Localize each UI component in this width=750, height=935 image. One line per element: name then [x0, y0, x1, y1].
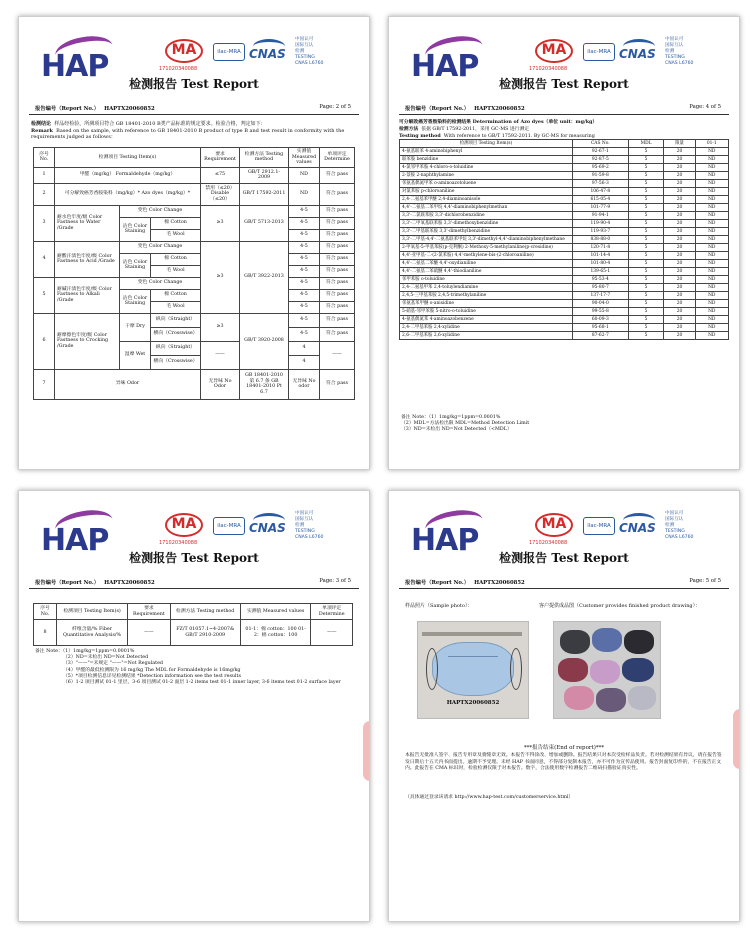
- azo-cell: 92-67-1: [573, 148, 629, 156]
- cma-number: 171020340088: [529, 66, 568, 72]
- azo-cell: 20: [664, 212, 695, 220]
- table-row: 6 耐摩擦色牢度/级 Color Fastness to Crocking /Grade 干摩 Dry 纵向（Straight） ≥3 GB/T 3920-2008 4-5 符合 pass: [34, 313, 355, 327]
- report-title: 检测报告 Test Report: [499, 551, 629, 565]
- results-table: 序号 No. 检测项目 Testing Item(s) 要求 Requirement 检测方法 Testing method 实测值 Measured values 单项评定 Determine 1 甲醛（mg/kg） Formaldehyde（mg/kg） ≤75 GB/T 2912.1-2009 ND 符合 pass 2 可分解致癌芳香胺染料（mg/kg）* Azo dyes（mg/kg）* 禁用（≤20） Disable （≤20） GB/T 17592-2011 ND 符合 pass 3 耐水色牢度/级 Color Fastness to Water /Grade 变色 Color Change ≥3 GB/T 5713-2013 4-5 符合 pass 沾色 Color Staining 棉 Cotton 4-5 符合 pass 毛 Wool 4-5 符合 pass 4 耐酸汗渍色牢度/级 Color Fastness to Acid /Grade 变色 Color Change ≥3 GB/T 3922-2013 4-5 符合 pass 沾色 Color Staining 棉 Cotton 4-5 符合 pass 毛 Wool 4-5 符合 pass 5 耐碱汗渍色牢度/级 Color Fastness to Alkali /Grade 变色 Color Change 4-5 符合 pass 沾色 Color Staining 棉 Cotton 4-5 符合 pass 毛 Wool 4-5 符合 pass 6 耐摩擦色牢度/级 Color Fastness to Crocking /Grade 干摩 Dry 纵向（Straight） ≥3 GB/T 3920-2008 4-5 符合 pass 横向（Crosswise） 4-5 符合 pass 湿摩 Wet 纵向（Straight） —— 4 —— 横向（Crosswise） 4 7 异味 Odor 无异味 No Odor GB 18401-2010 第 6.7 条 GB 18401-2010 Pt 6.7 无异味 No odor 符合 pass: [33, 147, 355, 400]
- azo-cell: ND: [695, 268, 728, 276]
- azo-cell: ND: [695, 228, 728, 236]
- azo-cell: 95-53-4: [573, 276, 629, 284]
- azo-item: 4-氨基联苯 4-aminobiphenyl: [400, 148, 573, 156]
- azo-item: 邻氨基苯甲醚 o-anisidine: [400, 300, 573, 308]
- report-meta: 报告编号（Report No.） HAPTX20060852 Page: 2 of 5: [29, 101, 359, 115]
- azo-cell: 20: [664, 236, 695, 244]
- azo-cell: 5: [628, 324, 664, 332]
- azo-cell: 5: [628, 284, 664, 292]
- report-page-3: [18, 490, 370, 922]
- azo-item: 2,4-二氨基苯甲醚 2,4-diaminoanisole: [400, 196, 573, 204]
- table-row: [400, 276, 729, 284]
- table-row: [400, 292, 729, 300]
- azo-cell: 20: [664, 308, 695, 316]
- report-meta: 报告编号（Report No.） HAPTX20060852 Page: 5 of 5: [399, 575, 729, 589]
- table-row: 7 异味 Odor 无异味 No Odor GB 18401-2010 第 6.7 条 GB 18401-2010 Pt 6.7 无异味 No odor 符合 pass: [34, 369, 355, 399]
- azo-cell: 60-09-3: [573, 316, 629, 324]
- azo-cell: 101-14-4: [573, 252, 629, 260]
- sample-photo: [417, 621, 529, 719]
- azo-cell: 20: [664, 268, 695, 276]
- azo-cell: ND: [695, 148, 728, 156]
- table-row: 2 可分解致癌芳香胺染料（mg/kg）* Azo dyes（mg/kg）* 禁用（≤20） Disable （≤20） GB/T 17592-2011 ND 符合 pass: [34, 183, 355, 205]
- azo-cell: ND: [695, 220, 728, 228]
- azo-cell: 95-69-2: [573, 164, 629, 172]
- table-row: [400, 196, 729, 204]
- page-number: Page: 5 of 5: [689, 578, 721, 584]
- azo-cell: 95-80-7: [573, 284, 629, 292]
- azo-item: 3,3'-二甲氧基联苯胺 3,3'-dimethoxybenzidine: [400, 220, 573, 228]
- azo-cell: ND: [695, 188, 728, 196]
- sample-photo-label: 样品照片（Sample photo）：: [405, 603, 473, 609]
- azo-cell: 5: [628, 196, 664, 204]
- cma-logo: MA: [535, 39, 573, 63]
- ilac-mra-logo: ilac-MRA: [583, 517, 615, 535]
- report-header: [19, 17, 369, 91]
- report-page-4: [388, 16, 740, 470]
- accreditation-text: 中国认可 国际互认 检测 TESTING CNAS L6760: [295, 37, 324, 66]
- hap-logo: HAP: [411, 511, 499, 553]
- accreditation-text: 中国认可 国际互认 检测 TESTING CNAS L6760: [665, 511, 694, 540]
- azo-cell: 5: [628, 236, 664, 244]
- azo-item: 5-硝基-邻甲苯胺 5-nitro-o-toluidine: [400, 308, 573, 316]
- azo-item: 2,4-二甲基苯胺 2,4-xylidine: [400, 324, 573, 332]
- azo-cell: 92-87-5: [573, 156, 629, 164]
- table-row: 4 耐酸汗渍色牢度/级 Color Fastness to Acid /Grade 变色 Color Change ≥3 GB/T 3922-2013 4-5 符合 pass: [34, 241, 355, 253]
- azo-cell: 106-47-8: [573, 188, 629, 196]
- seal-stamp: [733, 709, 740, 769]
- azo-item: 3,3'-二甲基-4,4'-二氨基联苯甲烷 3,3'-dimethyl-4,4'-diaminobiphenylmethane: [400, 236, 573, 244]
- table-row: [400, 268, 729, 276]
- azo-cell: 91-94-1: [573, 212, 629, 220]
- table-row: [400, 212, 729, 220]
- azo-cell: 20: [664, 204, 695, 212]
- azo-cell: 20: [664, 244, 695, 252]
- cma-logo: MA: [535, 513, 573, 537]
- table-row: [400, 260, 729, 268]
- azo-cell: 99-55-8: [573, 308, 629, 316]
- azo-cell: 20: [664, 316, 695, 324]
- table-row: [400, 284, 729, 292]
- azo-item: 3,3'-二氯联苯胺 3,3'-dichlorobenzidine: [400, 212, 573, 220]
- azo-cell: 5: [628, 220, 664, 228]
- azo-table: 检测项目 Testing Item(s) CAS No. MDL 限量 01-1 4-氨基联苯 4-aminobiphenyl 92-67-1 5 20 ND 联苯胺 benzidine 92-87-5 5 20 ND 4-氯邻甲苯胺 4-chloro-o-toluidine 95-69-2 5 20 ND 2-萘胺 2-naphthylamine 91-59-8 5 20 ND 邻氨基偶氮甲苯 o-aminoazotoluene 97-56-3 5 20 ND 对氯苯胺 p-chloroaniline 106-47-8 5 20 ND 2,4-二氨基苯甲醚 2,4-diaminoanisole 615-05-4 5 20 ND 4,4'-二氨基二苯甲烷 4,4'-diaminobiphenylmethan 101-77-9 5 20 ND 3,3'-二氯联苯胺 3,3'-dichlorobenzidine 91-94-1 5 20 ND 3,3'-二甲氧基联苯胺 3,3'-dimethoxybenzidine 119-90-4 5 20 ND 3,3'-二甲基联苯胺 3,3'-dimethylbenzidine 119-93-7 5 20 ND 3,3'-二甲基-4,4'-二氨基联苯甲烷 3,3'-dimethyl-4,4'-diaminobiphenylmethane 838-88-0 5 20 ND 2-甲氧基-5-甲基苯胺(p-克利酮) 2-Methoxy-5-methylaniline(p-cresidine) 120-71-8 5 20 ND 4,4'-亚甲基-二-(2-氯苯胺) 4,4'-methylene-bis-(2-chloroaniline) 101-14-4 5 20 ND 4,4'-二氨基二苯醚 4,4'-oxydianiline 101-80-4 5 20 ND 4,4'-二氨基二苯硫醚 4,4'-thiodianiline 139-65-1 5 20 ND 邻甲苯胺 o-toluidine 95-53-4 5 20 ND 2,4-二氨基甲苯 2,4-toluylendiamine 95-80-7 5 20 ND 2,4,5-三甲基苯胺 2,4,5-trimethylaniline 137-17-7 5 20 ND 邻氨基苯甲醚 o-anisidine 90-04-0 5 20 ND 5-硝基-邻甲苯胺 5-nitro-o-toluidine 99-55-8 5 20 ND 4-氨基偶氮苯 4-aminoazobenzene 60-09-3 5 20 ND 2,4-二甲基苯胺 2,4-xylidine 95-68-1 5 20 ND 2,6-二甲基苯胺 2,6-xylidine 87-62-7 5 20 ND: [399, 139, 729, 340]
- report-page-5: [388, 490, 740, 922]
- azo-cell: 101-80-4: [573, 260, 629, 268]
- report-statement: 本报告无批准人签字、报告专用章及骑缝章无效。本报告不得涂改、增加或删除。报告结果只对本次受检样品负责。若对检测结果有异议，请在报告签发日期后十五天内书面提出。逾期不予受理。未经 HAP 书面同意，不得部分复制本报告，亦不可作为宣传品使用。报告封面复印件的，不在报告正文内。此报告在 CMA 标识时，检验检测仅限于对本报告。数字，合法使用数字检测报告二维码扫描验证真实性。: [405, 753, 722, 772]
- azo-cell: 20: [664, 188, 695, 196]
- azo-cell: 5: [628, 308, 664, 316]
- azo-cell: 5: [628, 212, 664, 220]
- azo-cell: 20: [664, 228, 695, 236]
- azo-item: 2,6-二甲基苯胺 2,6-xylidine: [400, 332, 573, 340]
- azo-cell: 20: [664, 252, 695, 260]
- azo-cell: 20: [664, 196, 695, 204]
- table-row: [400, 172, 729, 180]
- verify-link: （具体通过登录该请求 http://www.hap-test.com/customerservice.html）: [405, 795, 574, 800]
- azo-cell: 5: [628, 156, 664, 164]
- provided-drawing-label: 客户提供成品图（Customer provides finished product drawing）：: [539, 603, 701, 609]
- azo-cell: ND: [695, 276, 728, 284]
- ilac-mra-logo: ilac-MRA: [583, 43, 615, 61]
- azo-cell: 95-68-1: [573, 324, 629, 332]
- azo-item: 4-氨基偶氮苯 4-aminoazobenzene: [400, 316, 573, 324]
- azo-cell: 5: [628, 332, 664, 340]
- azo-cell: 20: [664, 260, 695, 268]
- table-row: [400, 180, 729, 188]
- table-row: [400, 148, 729, 156]
- page-number: Page: 3 of 5: [319, 578, 351, 584]
- hap-logo: HAP: [411, 37, 499, 79]
- table-row: [400, 220, 729, 228]
- azo-item: 3,3'-二甲基联苯胺 3,3'-dimethylbenzidine: [400, 228, 573, 236]
- azo-cell: 119-93-7: [573, 228, 629, 236]
- table-row: [400, 332, 729, 340]
- table-row: [400, 156, 729, 164]
- accreditation-text: 中国认可 国际互认 检测 TESTING CNAS L6760: [665, 37, 694, 66]
- azo-cell: 5: [628, 164, 664, 172]
- azo-cell: ND: [695, 244, 728, 252]
- azo-cell: 615-05-4: [573, 196, 629, 204]
- azo-cell: 139-65-1: [573, 268, 629, 276]
- azo-cell: 5: [628, 204, 664, 212]
- table-row: 5 耐碱汗渍色牢度/级 Color Fastness to Alkali /Grade 变色 Color Change 4-5 符合 pass: [34, 277, 355, 289]
- table-row: 8 纤维含量/% Fiber Quantitative Analysis/% —— FZ/T 01057.1~4-2007& GB/T 2910-2009 01-1：棉 cotton：100 01-2：棉 cotton：100 ——: [34, 620, 353, 646]
- azo-cell: 20: [664, 164, 695, 172]
- azo-cell: 101-77-9: [573, 204, 629, 212]
- azo-cell: ND: [695, 204, 728, 212]
- azo-cell: 5: [628, 244, 664, 252]
- cma-logo: MA: [165, 513, 203, 537]
- azo-cell: 5: [628, 148, 664, 156]
- report-header: [19, 491, 369, 565]
- azo-cell: 20: [664, 324, 695, 332]
- report-title: 检测报告 Test Report: [129, 551, 259, 565]
- azo-cell: 120-71-8: [573, 244, 629, 252]
- azo-cell: 5: [628, 172, 664, 180]
- seal-stamp: [363, 721, 370, 781]
- ilac-mra-logo: ilac-MRA: [213, 517, 245, 535]
- azo-cell: ND: [695, 284, 728, 292]
- table-row: [400, 236, 729, 244]
- azo-cell: ND: [695, 196, 728, 204]
- azo-item: 4,4'-二氨基二苯醚 4,4'-oxydianiline: [400, 260, 573, 268]
- azo-cell: 20: [664, 148, 695, 156]
- azo-cell: ND: [695, 164, 728, 172]
- azo-item: 2,4,5-三甲基苯胺 2,4,5-trimethylaniline: [400, 292, 573, 300]
- azo-cell: 137-17-7: [573, 292, 629, 300]
- azo-cell: ND: [695, 332, 728, 340]
- report-page-2: [18, 16, 370, 470]
- table-row: 1 甲醛（mg/kg） Formaldehyde（mg/kg） ≤75 GB/T 2912.1-2009 ND 符合 pass: [34, 167, 355, 183]
- azo-cell: 20: [664, 300, 695, 308]
- table-row: [400, 204, 729, 212]
- azo-cell: 20: [664, 284, 695, 292]
- cnas-logo: CNAS: [249, 39, 289, 63]
- product-drawing: [553, 621, 661, 719]
- report-title: 检测报告 Test Report: [129, 77, 259, 91]
- table-row: [400, 316, 729, 324]
- table-row: [400, 228, 729, 236]
- conclusion: 检测结论 样品经检验，所测项目符合 GB 18401-2010 B类产品标准的规定要求。检验合格，判定如下： Remark Based on the sample, with reference to GB 18401-2010 B product of type B and test result in conformity with the requirements judged as follows：: [31, 121, 345, 140]
- table-row: [400, 188, 729, 196]
- azo-item: 4,4'-亚甲基-二-(2-氯苯胺) 4,4'-methylene-bis-(2-chloroaniline): [400, 252, 573, 260]
- report-title: 检测报告 Test Report: [499, 77, 629, 91]
- cma-number: 171020340088: [159, 540, 198, 546]
- azo-cell: 20: [664, 172, 695, 180]
- page-number: Page: 4 of 5: [689, 104, 721, 110]
- azo-item: 2,4-二氨基甲苯 2,4-toluylendiamine: [400, 284, 573, 292]
- table-row: [400, 300, 729, 308]
- table-row: [400, 252, 729, 260]
- cnas-logo: CNAS: [619, 39, 659, 63]
- azo-cell: ND: [695, 260, 728, 268]
- azo-cell: ND: [695, 236, 728, 244]
- azo-cell: ND: [695, 212, 728, 220]
- azo-cell: 20: [664, 156, 695, 164]
- report-header: [389, 17, 739, 91]
- azo-cell: 5: [628, 188, 664, 196]
- report-meta: 报告编号（Report No.） HAPTX20060852 Page: 4 of 5: [399, 101, 729, 115]
- azo-cell: 5: [628, 180, 664, 188]
- cnas-logo: CNAS: [249, 513, 289, 537]
- azo-item: 4,4'-二氨基二苯甲烷 4,4'-diaminobiphenylmethan: [400, 204, 573, 212]
- azo-item: 邻甲苯胺 o-toluidine: [400, 276, 573, 284]
- azo-item: 邻氨基偶氮甲苯 o-aminoazotoluene: [400, 180, 573, 188]
- azo-cell: ND: [695, 300, 728, 308]
- azo-item: 2-甲氧基-5-甲基苯胺(p-克利酮) 2-Methoxy-5-methylaniline(p-cresidine): [400, 244, 573, 252]
- azo-cell: 20: [664, 292, 695, 300]
- azo-item: 对氯苯胺 p-chloroaniline: [400, 188, 573, 196]
- azo-cell: 119-90-4: [573, 220, 629, 228]
- azo-cell: 5: [628, 228, 664, 236]
- cma-number: 171020340088: [159, 66, 198, 72]
- table-row: [400, 324, 729, 332]
- azo-heading: 可分解致癌芳香胺染料的检测结果 Determination of Azo dyes（单位 unit：mg/kg） 检测方法 依据 GB/T 17592-2011，采用 GC-MS 进行测定 Testing method With reference to GB/T 17592-2011. By GC-MS for measuring: [399, 119, 598, 139]
- cnas-logo: CNAS: [619, 513, 659, 537]
- azo-cell: ND: [695, 324, 728, 332]
- azo-notes: 备注 Note：（1）1mg/kg=1ppm=0.0001% （2）MDL=方法检出限 MDL=Method Detection Limit （3）ND=未检出 ND=Not Detected（<MDL）: [401, 415, 530, 432]
- hap-logo: HAP: [41, 511, 129, 553]
- azo-cell: 20: [664, 220, 695, 228]
- azo-item: 4-氯邻甲苯胺 4-chloro-o-toluidine: [400, 164, 573, 172]
- azo-cell: ND: [695, 156, 728, 164]
- azo-cell: 91-59-8: [573, 172, 629, 180]
- azo-cell: 20: [664, 180, 695, 188]
- report-header: [389, 491, 739, 565]
- azo-cell: 5: [628, 292, 664, 300]
- cma-logo: MA: [165, 39, 203, 63]
- azo-item: 联苯胺 benzidine: [400, 156, 573, 164]
- azo-cell: 90-04-0: [573, 300, 629, 308]
- table-row: 3 耐水色牢度/级 Color Fastness to Water /Grade 变色 Color Change ≥3 GB/T 5713-2013 4-5 符合 pass: [34, 205, 355, 217]
- page-number: Page: 2 of 5: [319, 104, 351, 110]
- azo-cell: 5: [628, 252, 664, 260]
- accreditation-text: 中国认可 国际互认 检测 TESTING CNAS L6760: [295, 511, 324, 540]
- fiber-table: 序号 No. 检测项目 Testing Item(s) 要求 Requirement 检测方法 Testing method 实测值 Measured values 单项评定 Determine 8 纤维含量/% Fiber Quantitative Analysis/% —— FZ/T 01057.1~4-2007& GB/T 2910-2009 01-1：棉 cotton：100 01-2：棉 cotton：100 ——: [33, 603, 353, 646]
- azo-cell: 97-56-3: [573, 180, 629, 188]
- azo-cell: ND: [695, 252, 728, 260]
- table-row: [400, 244, 729, 252]
- fiber-notes: 备注 Note：（1）1mg/kg=1ppm=0.0001% （2）ND=未检出 ND=Not Detected （3）"——"=未规定 "——"=Not Regulated （4）甲醛的最低检测限为 16 mg/kg The MDL for Formaldehyde is 16mg/kg （5）*项目检测信息详见检测结果 *Detection information see the test results （6）1-2 项目测试 01-1 里层，3-6 项目测试 01-2 面层 1-2 items test 01-1 inner layer, 3-6 items test 01-2 surface layer: [35, 649, 341, 686]
- ilac-mra-logo: ilac-MRA: [213, 43, 245, 61]
- hap-logo: HAP: [41, 37, 129, 79]
- azo-cell: 20: [664, 276, 695, 284]
- azo-item: 2-萘胺 2-naphthylamine: [400, 172, 573, 180]
- table-row: [400, 308, 729, 316]
- azo-cell: 5: [628, 276, 664, 284]
- azo-cell: 838-88-0: [573, 236, 629, 244]
- azo-cell: ND: [695, 172, 728, 180]
- azo-cell: 87-62-7: [573, 332, 629, 340]
- cma-number: 171020340088: [529, 540, 568, 546]
- azo-cell: 5: [628, 300, 664, 308]
- photo-caption: HAPTX20060852: [446, 700, 500, 706]
- azo-cell: ND: [695, 316, 728, 324]
- azo-cell: ND: [695, 308, 728, 316]
- azo-cell: 5: [628, 316, 664, 324]
- azo-cell: ND: [695, 180, 728, 188]
- report-meta: 报告编号（Report No.） HAPTX20060852 Page: 3 of 5: [29, 575, 359, 589]
- end-of-report: ***报告结束(End of report)***: [523, 745, 605, 751]
- table-row: [400, 164, 729, 172]
- azo-cell: 5: [628, 260, 664, 268]
- azo-cell: 5: [628, 268, 664, 276]
- azo-cell: ND: [695, 292, 728, 300]
- azo-item: 4,4'-二氨基二苯硫醚 4,4'-thiodianiline: [400, 268, 573, 276]
- azo-cell: 20: [664, 332, 695, 340]
